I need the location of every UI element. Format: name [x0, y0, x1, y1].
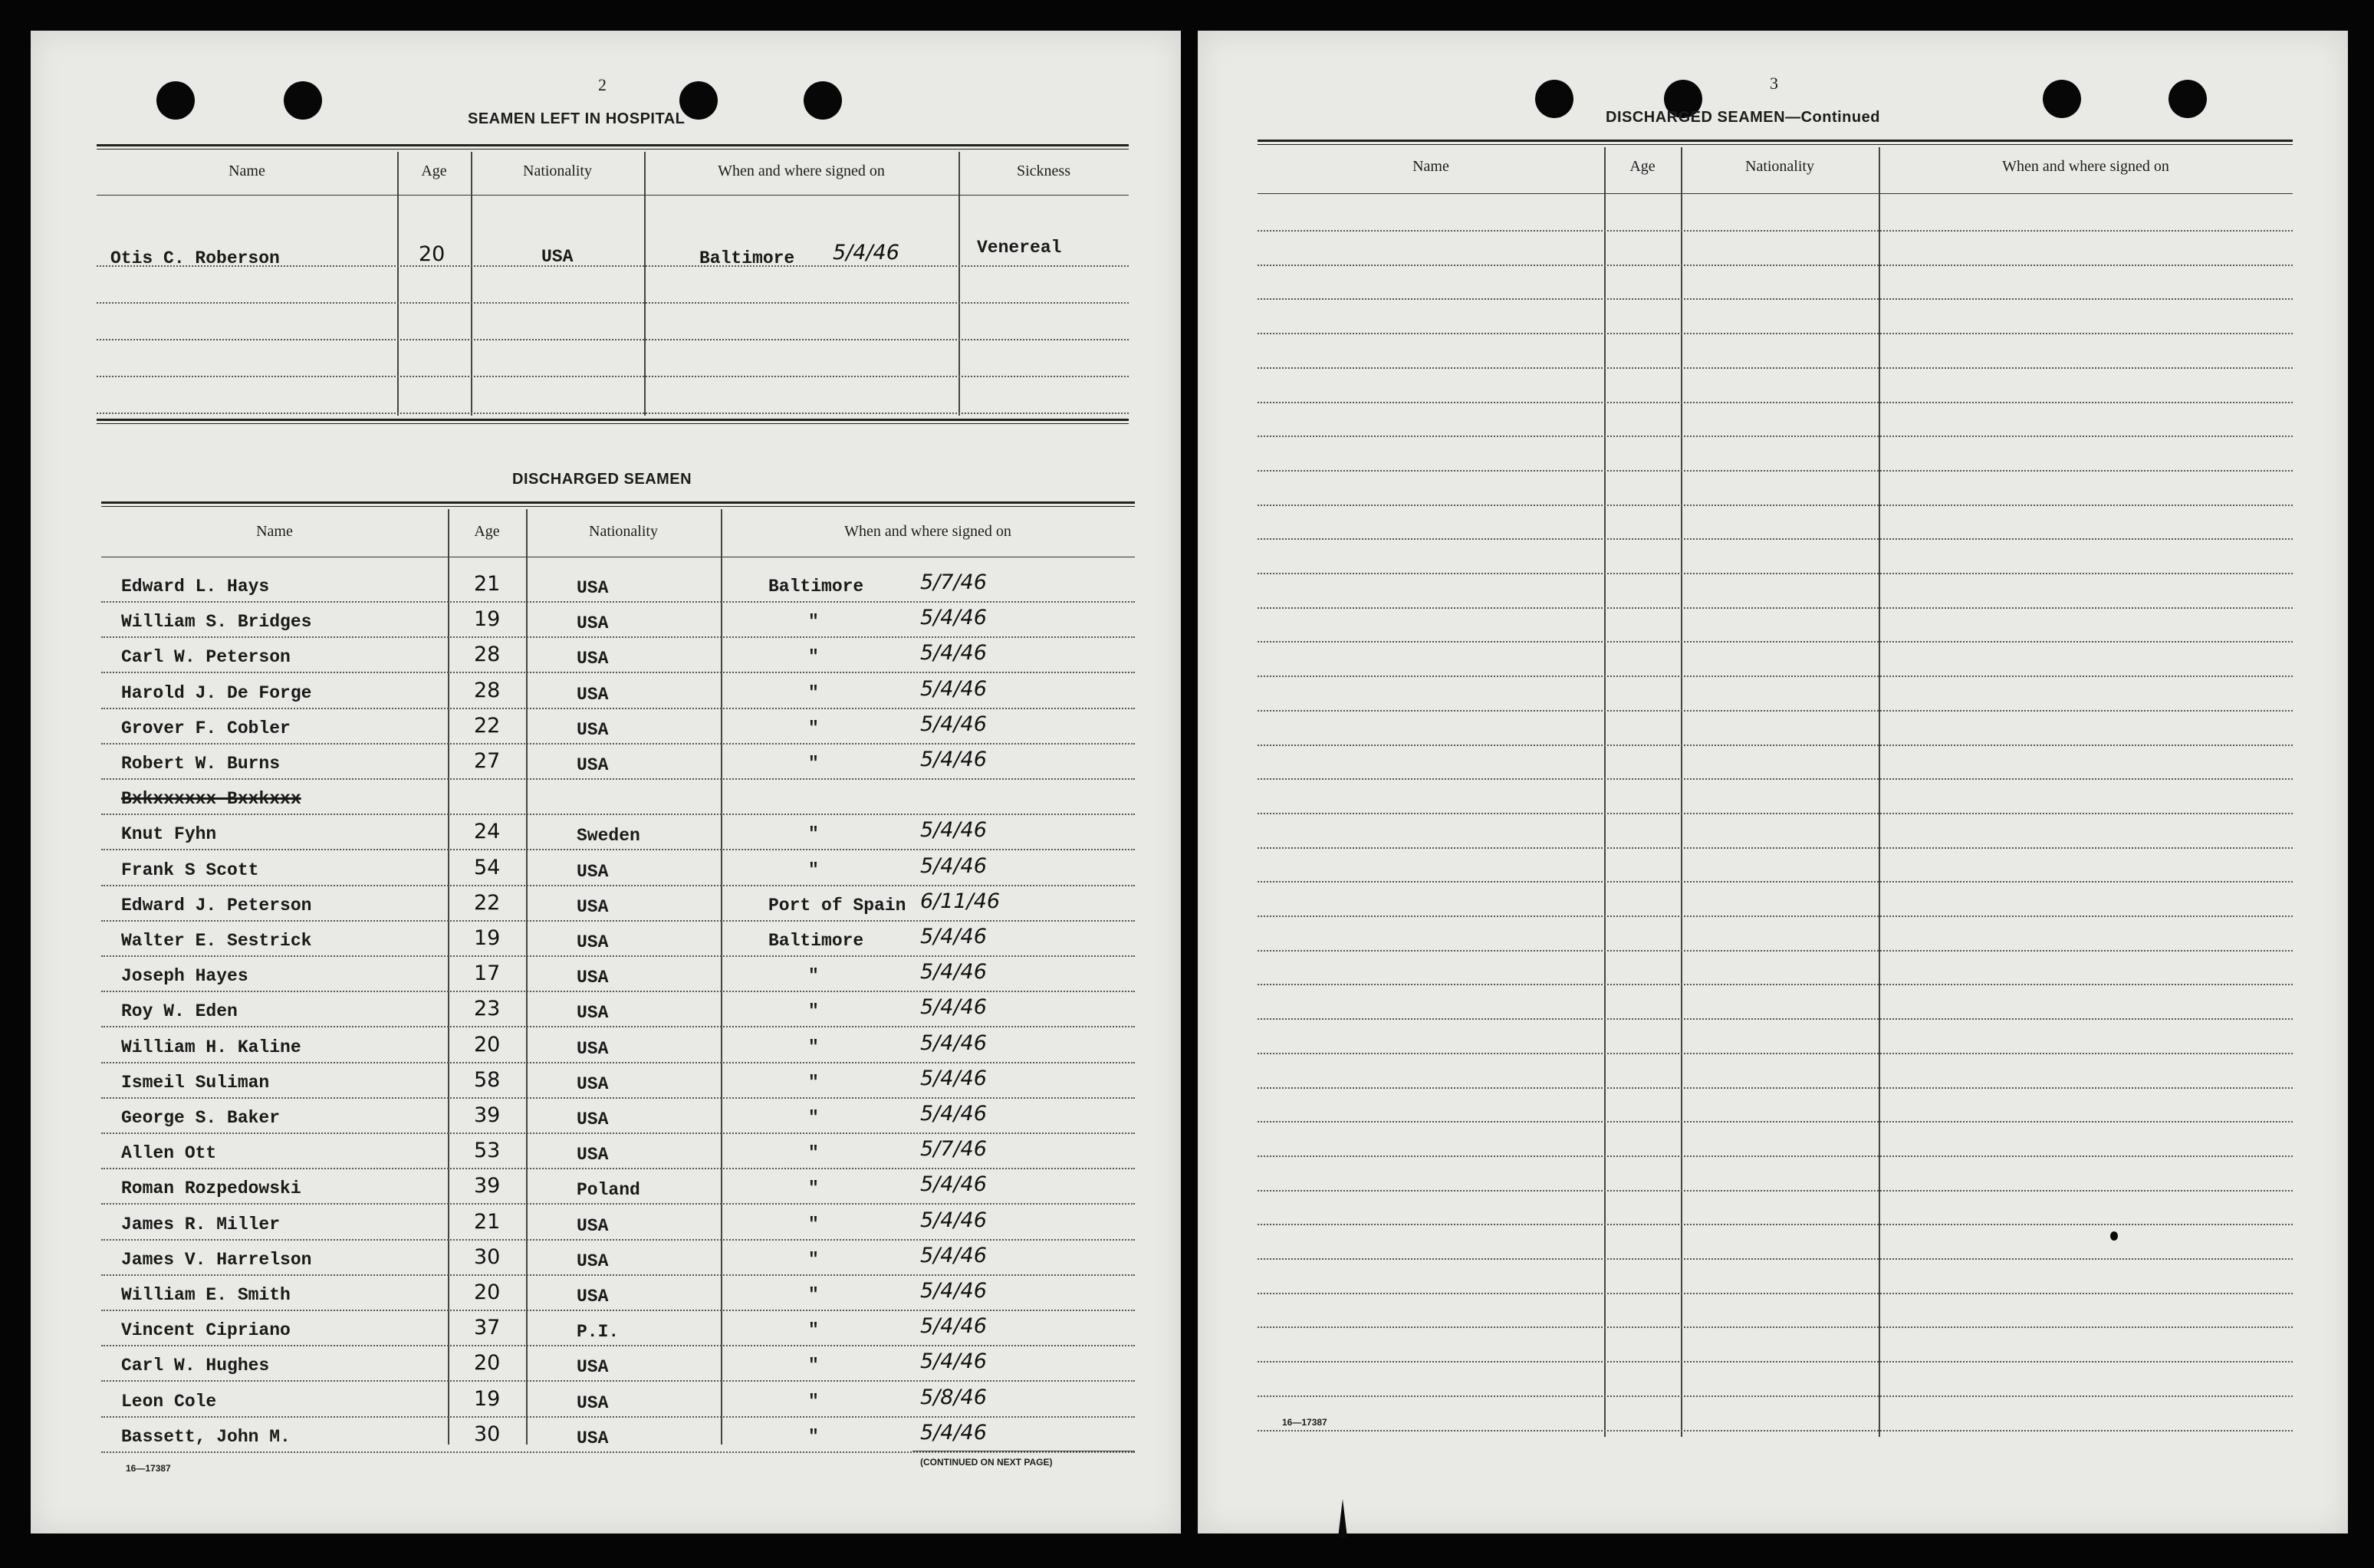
seaman-nationality: USA	[577, 1428, 609, 1448]
seaman-nationality: USA	[577, 578, 609, 598]
punch-hole	[2168, 80, 2207, 118]
seaman-age: 21	[474, 572, 501, 596]
row-rule	[101, 1310, 1135, 1311]
seaman-name: Ismeil Suliman	[121, 1073, 270, 1093]
row-rule	[101, 601, 1135, 603]
row-rule	[1258, 1395, 2293, 1397]
hospital-title: SEAMEN LEFT IN HOSPITAL	[468, 110, 686, 127]
punch-hole	[1535, 80, 1573, 118]
signed-on-date: 5/4/46	[920, 1102, 987, 1126]
row-rule	[101, 920, 1135, 922]
signed-on-place: "	[808, 1143, 819, 1163]
seaman-nationality: USA	[577, 968, 609, 988]
seaman-name: Vincent Cipriano	[121, 1320, 291, 1340]
signed-on-place: "	[808, 1320, 819, 1340]
seaman-age: 39	[474, 1103, 501, 1127]
row-rule	[1258, 607, 2293, 609]
signed-on-date: 5/4/46	[920, 925, 987, 948]
row-rule	[101, 743, 1135, 745]
row-rule	[101, 1203, 1135, 1205]
row-rule	[101, 1026, 1135, 1027]
signed-on-date: 5/4/46	[920, 641, 987, 665]
title-suffix: —Continued	[1785, 109, 1880, 126]
punch-hole	[156, 81, 195, 120]
column-header-name: Name	[256, 523, 293, 540]
column-header-name: Name	[1412, 158, 1449, 175]
row-rule	[101, 636, 1135, 638]
row-rule	[1258, 573, 2293, 574]
seaman-name: Leon Cole	[121, 1392, 217, 1412]
signed-on-place: Baltimore	[768, 577, 864, 597]
seaman-name: Allen Ott	[121, 1143, 217, 1163]
seaman-age: 22	[474, 714, 501, 738]
signed-on-place: "	[808, 683, 819, 703]
seaman-nationality: USA	[577, 862, 609, 882]
seaman-age: 23	[474, 997, 501, 1021]
row-rule	[1258, 847, 2293, 849]
seaman-nationality: USA	[577, 720, 609, 740]
seaman-age: 27	[474, 749, 501, 773]
seaman-nationality: USA	[577, 755, 609, 775]
continued-note: (CONTINUED ON NEXT PAGE)	[920, 1457, 1053, 1468]
signed-on-place: "	[808, 754, 819, 774]
seaman-age: 17	[474, 962, 501, 985]
seaman-nationality: USA	[577, 1393, 609, 1413]
seaman-name: Bxkxxxxxx Bxxkxxx	[121, 789, 301, 809]
row-rule	[101, 1380, 1135, 1382]
seaman-nationality: USA	[577, 897, 609, 917]
seaman-age: 30	[474, 1245, 501, 1269]
signed-on-date: 5/4/46	[920, 1349, 987, 1373]
row-rule	[1258, 1361, 2293, 1363]
seaman-nationality: USA	[577, 1216, 609, 1236]
page-number: 3	[1770, 74, 1778, 93]
row-rule	[1258, 505, 2293, 506]
signed-on-date: 5/7/46	[920, 1137, 987, 1161]
seaman-nationality: USA	[577, 1145, 609, 1165]
seaman-age: 53	[474, 1139, 501, 1162]
seaman-age: 28	[474, 679, 501, 702]
row-rule	[1258, 1121, 2293, 1123]
row-rule	[101, 1239, 1135, 1241]
right-page	[1198, 31, 2348, 1533]
row-rule	[1258, 1190, 2293, 1192]
seaman-name: William S. Bridges	[121, 612, 312, 632]
seaman-name: Carl W. Peterson	[121, 647, 291, 667]
signed-on-date: 5/4/46	[920, 677, 987, 701]
row-rule	[101, 778, 1135, 780]
signed-on-place: "	[808, 1356, 819, 1376]
row-rule	[1258, 1155, 2293, 1157]
row-rule	[1258, 745, 2293, 746]
signed-on-place: "	[808, 1392, 819, 1412]
seaman-name: Otis C. Roberson	[110, 248, 280, 268]
seaman-age: 20	[474, 1280, 501, 1304]
row-rule	[1258, 298, 2293, 300]
row-rule	[1258, 470, 2293, 472]
signed-on-date: 6/11/46	[920, 889, 1001, 913]
seaman-nationality: Poland	[577, 1180, 640, 1200]
signed-on-date: 5/4/46	[920, 1031, 987, 1055]
row-rule	[1258, 1258, 2293, 1260]
seaman-name: James R. Miller	[121, 1215, 281, 1234]
row-rule	[1258, 1430, 2293, 1432]
seaman-nationality: USA	[577, 1287, 609, 1307]
punch-hole	[2043, 80, 2081, 118]
signed-on-place: "	[808, 718, 819, 738]
seaman-age: 54	[474, 856, 501, 879]
signed-on-place: "	[808, 1285, 819, 1305]
signed-on-place: Baltimore	[699, 248, 795, 268]
row-rule	[101, 672, 1135, 673]
seaman-name: William E. Smith	[121, 1285, 291, 1305]
signed-on-date: 5/4/46	[920, 1314, 987, 1338]
seaman-nationality: USA	[577, 1251, 609, 1271]
seaman-name: Edward J. Peterson	[121, 896, 312, 915]
signed-on-date: 5/4/46	[920, 854, 987, 878]
seaman-name: Harold J. De Forge	[121, 683, 312, 703]
seaman-nationality: USA	[541, 247, 574, 267]
row-rule	[1258, 1224, 2293, 1225]
seaman-nationality: USA	[577, 1357, 609, 1377]
row-rule	[101, 1132, 1135, 1134]
seaman-nationality: USA	[577, 613, 609, 633]
row-rule	[101, 955, 1135, 957]
row-rule	[1258, 367, 2293, 369]
seaman-age: 19	[474, 926, 501, 950]
row-rule	[101, 1274, 1135, 1276]
seaman-nationality: USA	[577, 1109, 609, 1129]
signed-on-date: 5/4/46	[920, 995, 987, 1019]
seaman-nationality: USA	[577, 932, 609, 952]
seaman-nationality: USA	[577, 1003, 609, 1023]
row-rule	[101, 1416, 1135, 1418]
row-rule	[101, 1097, 1135, 1099]
seaman-nationality: USA	[577, 685, 609, 705]
seaman-nationality: P.I.	[577, 1322, 620, 1342]
seaman-nationality: USA	[577, 649, 609, 669]
row-rule	[1258, 1293, 2293, 1294]
punch-hole	[284, 81, 322, 120]
signed-on-place: "	[808, 1037, 819, 1057]
row-rule	[1258, 915, 2293, 917]
signed-on-date: 5/4/46	[920, 1208, 987, 1232]
seaman-age: 39	[474, 1174, 501, 1198]
form-number: 16—17387	[126, 1463, 171, 1474]
seaman-age: 22	[474, 891, 501, 915]
row-rule	[1258, 538, 2293, 540]
signed-on-place: "	[808, 1215, 819, 1234]
seaman-name: George S. Baker	[121, 1108, 281, 1128]
seaman-nationality: USA	[577, 1039, 609, 1059]
row-rule	[1258, 641, 2293, 643]
row-rule	[101, 708, 1135, 709]
signed-on-date: 5/4/46	[920, 1067, 987, 1090]
page-number: 2	[598, 75, 607, 94]
seaman-age: 24	[474, 820, 501, 843]
signed-on-place: Port of Spain	[768, 896, 906, 915]
signed-on-place: "	[808, 1108, 819, 1128]
signed-on-date: 5/4/46	[833, 241, 899, 265]
signed-on-place: "	[808, 1001, 819, 1021]
column-header-age: Age	[474, 523, 500, 540]
discharged-continued-title	[1606, 109, 1880, 127]
punch-hole	[679, 81, 718, 120]
form-number: 16—17387	[1282, 1417, 1327, 1428]
signed-on-date: 5/4/46	[920, 818, 987, 842]
seaman-nationality: Sweden	[577, 826, 640, 846]
seaman-name: Edward L. Hays	[121, 577, 270, 597]
signed-on-date: 5/4/46	[920, 1172, 987, 1196]
signed-on-date: 5/7/46	[920, 570, 987, 594]
seaman-name: Roy W. Eden	[121, 1001, 238, 1021]
row-rule	[1258, 230, 2293, 232]
column-header-nationality: Nationality	[1745, 158, 1814, 175]
column-header-nationality: Nationality	[523, 163, 592, 179]
signed-on-date: 5/4/46	[920, 960, 987, 984]
left-page	[31, 31, 1181, 1533]
column-header-nationality: Nationality	[589, 523, 658, 540]
seaman-age: 37	[474, 1316, 501, 1340]
row-rule	[101, 1345, 1135, 1346]
signed-on-date: 5/4/46	[920, 748, 987, 771]
signed-on-date: 5/4/46	[920, 1244, 987, 1267]
column-header-signed-on: When and where signed on	[718, 163, 885, 179]
ink-mark	[2110, 1231, 2118, 1241]
seaman-name: William H. Kaline	[121, 1037, 301, 1057]
seaman-age: 19	[474, 607, 501, 631]
row-rule	[101, 1168, 1135, 1169]
column-header-signed-on: When and where signed on	[2002, 158, 2169, 175]
row-rule	[101, 1062, 1135, 1063]
seaman-name: Roman Rozpedowski	[121, 1178, 301, 1198]
row-rule	[101, 814, 1135, 815]
seaman-age: 28	[474, 643, 501, 666]
seaman-name: Robert W. Burns	[121, 754, 281, 774]
signed-on-date: 5/4/46	[920, 606, 987, 630]
row-rule	[1258, 1087, 2293, 1089]
signed-on-date: 5/8/46	[920, 1386, 987, 1409]
row-rule	[101, 885, 1135, 886]
seaman-name: Knut Fyhn	[121, 824, 217, 844]
row-rule	[101, 849, 1135, 850]
seaman-name: Joseph Hayes	[121, 966, 248, 986]
column-header-age: Age	[1629, 158, 1656, 175]
column-header-sickness: Sickness	[1017, 163, 1070, 179]
row-rule	[1258, 984, 2293, 985]
signed-on-place: "	[808, 647, 819, 667]
discharged-title: DISCHARGED SEAMEN	[512, 471, 692, 488]
seaman-age: 19	[474, 1387, 501, 1411]
seaman-name: Bassett, John M.	[121, 1427, 291, 1447]
row-rule	[1258, 881, 2293, 883]
signed-on-place: "	[808, 824, 819, 844]
seaman-name: James V. Harrelson	[121, 1250, 312, 1270]
seaman-age: 30	[474, 1422, 501, 1446]
row-rule	[1258, 1053, 2293, 1054]
punch-hole	[804, 81, 842, 120]
row-rule	[101, 991, 1135, 992]
seaman-age: 20	[419, 242, 446, 266]
signed-on-place: "	[808, 1427, 819, 1447]
signed-on-date: 5/4/46	[920, 1279, 987, 1303]
row-rule	[1258, 813, 2293, 814]
row-rule	[1258, 778, 2293, 780]
seaman-name: Frank S Scott	[121, 860, 259, 880]
seaman-nationality: USA	[577, 1074, 609, 1094]
row-rule	[1258, 676, 2293, 677]
row-rule	[1258, 402, 2293, 403]
signed-on-place: "	[808, 1073, 819, 1093]
seaman-name: Walter E. Sestrick	[121, 931, 312, 951]
sickness: Venereal	[977, 238, 1062, 258]
seaman-age: 20	[474, 1033, 501, 1057]
signed-on-place: "	[808, 966, 819, 986]
seaman-name: Grover F. Cobler	[121, 718, 291, 738]
seaman-age: 58	[474, 1068, 501, 1092]
column-header-signed-on: When and where signed on	[844, 523, 1011, 540]
row-rule	[1258, 265, 2293, 266]
signed-on-place: "	[808, 1178, 819, 1198]
column-header-name: Name	[229, 163, 265, 179]
row-rule	[1258, 950, 2293, 952]
signed-on-date: 5/4/46	[920, 1421, 987, 1445]
title-main: DISCHARGED SEAMEN	[1606, 109, 1786, 126]
row-rule	[1258, 436, 2293, 437]
seaman-name: Carl W. Hughes	[121, 1356, 270, 1376]
row-rule	[101, 1451, 1135, 1453]
row-rule	[1258, 1326, 2293, 1328]
column-header-age: Age	[421, 163, 447, 179]
row-rule	[1258, 333, 2293, 334]
seaman-age: 21	[474, 1210, 501, 1234]
seaman-age: 20	[474, 1351, 501, 1375]
signed-on-place: Baltimore	[768, 931, 864, 951]
signed-on-place: "	[808, 1250, 819, 1270]
signed-on-place: "	[808, 860, 819, 880]
signed-on-date: 5/4/46	[920, 712, 987, 736]
signed-on-place: "	[808, 612, 819, 632]
row-rule	[1258, 710, 2293, 712]
row-rule	[1258, 1018, 2293, 1020]
